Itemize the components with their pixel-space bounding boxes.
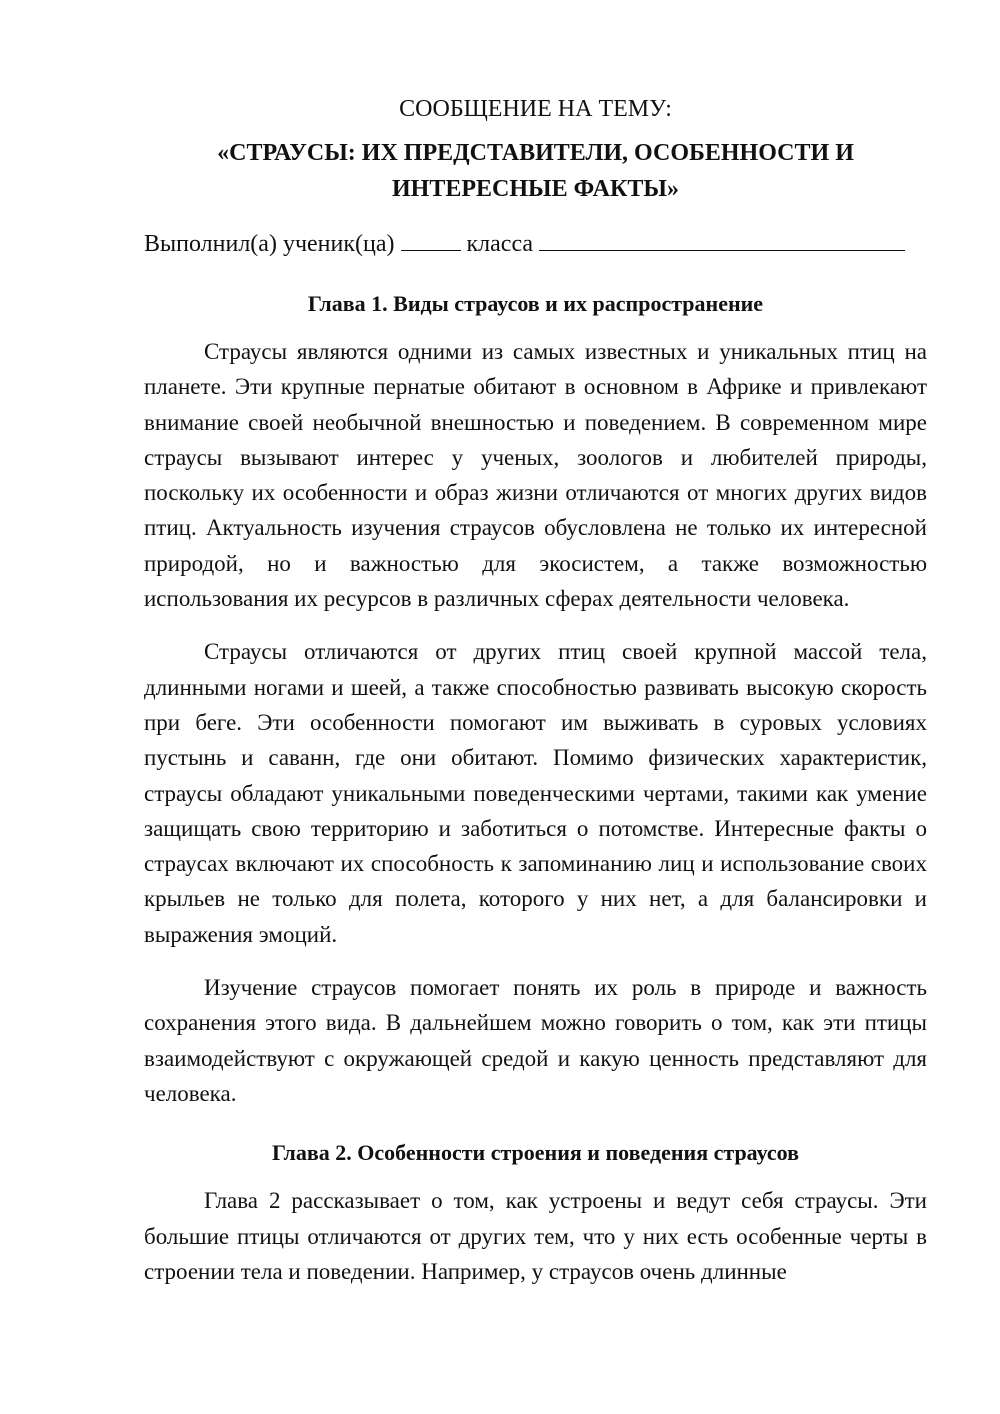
chapter-heading: Глава 1. Виды страусов и их распространение (307, 291, 764, 316)
chapter-1 (144, 288, 927, 1111)
topic-line: СООБЩЕНИЕ НА ТЕМУ: (399, 96, 672, 122)
author-label: Выполнил(а) ученик(ца) (144, 231, 395, 257)
class-label: класса (466, 231, 534, 257)
author-line (144, 224, 927, 262)
paragraph: Страусы являются одними из самых известных и уникальных птиц на планете. Эти крупные пернатые обитают в основном в Африке и привлекают внимание своей необычной внешностью и поведением. В современном мире страусы вызывают интерес у ученых, зоологов и любителей природы, поскольку их особенности и образ жизни отличаются от многих других видов птиц. Актуальность изучения страусов обусловлена не только их интересной природой, но и важностью для экосистем, а также возможностью использования их ресурсов в различных сферах деятельности человека. (144, 339, 927, 612)
paragraph: Глава 2 рассказывает о том, как устроены и ведут себя страусы. Эти большие птицы отличаются от других тем, что у них есть особенные черты в строении тела и поведении. Например, у страусов очень длинные (144, 1188, 927, 1284)
chapter-heading: Глава 2. Особенности строения и поведения страусов (272, 1140, 799, 1166)
class-number-blank (401, 224, 461, 251)
paragraph: Страусы отличаются от других птиц своей крупной массой тела, длинными ногами и шеей, а также способностью развивать высокую скорость при беге. Эти особенности помогают им выживать в суровых условиях пустынь и саванн, где они обитают. Помимо физических характеристик, страусы обладают уникальными поведенческими чертами, такими как умение защищать свою территорию и заботиться о потомстве. Интересные факты о страусах включают их способность к запоминанию лиц и использование своих крыльев не только для полета, которого у них нет, а для балансировки и выражения эмоций. (144, 639, 927, 947)
document-title: «СТРАУСЫ: ИХ ПРЕДСТАВИТЕЛИ, ОСОБЕННОСТИ И ИНТЕРЕСНЫЕ ФАКТЫ» (217, 140, 854, 202)
chapter-2 (144, 1137, 927, 1289)
student-name-blank (539, 224, 905, 251)
paragraph: Изучение страусов помогает понять их роль в природе и важность сохранения этого вида. В дальнейшем можно говорить о том, как эти птицы взаимодействуют с окружающей средой и какую ценность представляют для человека. (144, 975, 927, 1106)
